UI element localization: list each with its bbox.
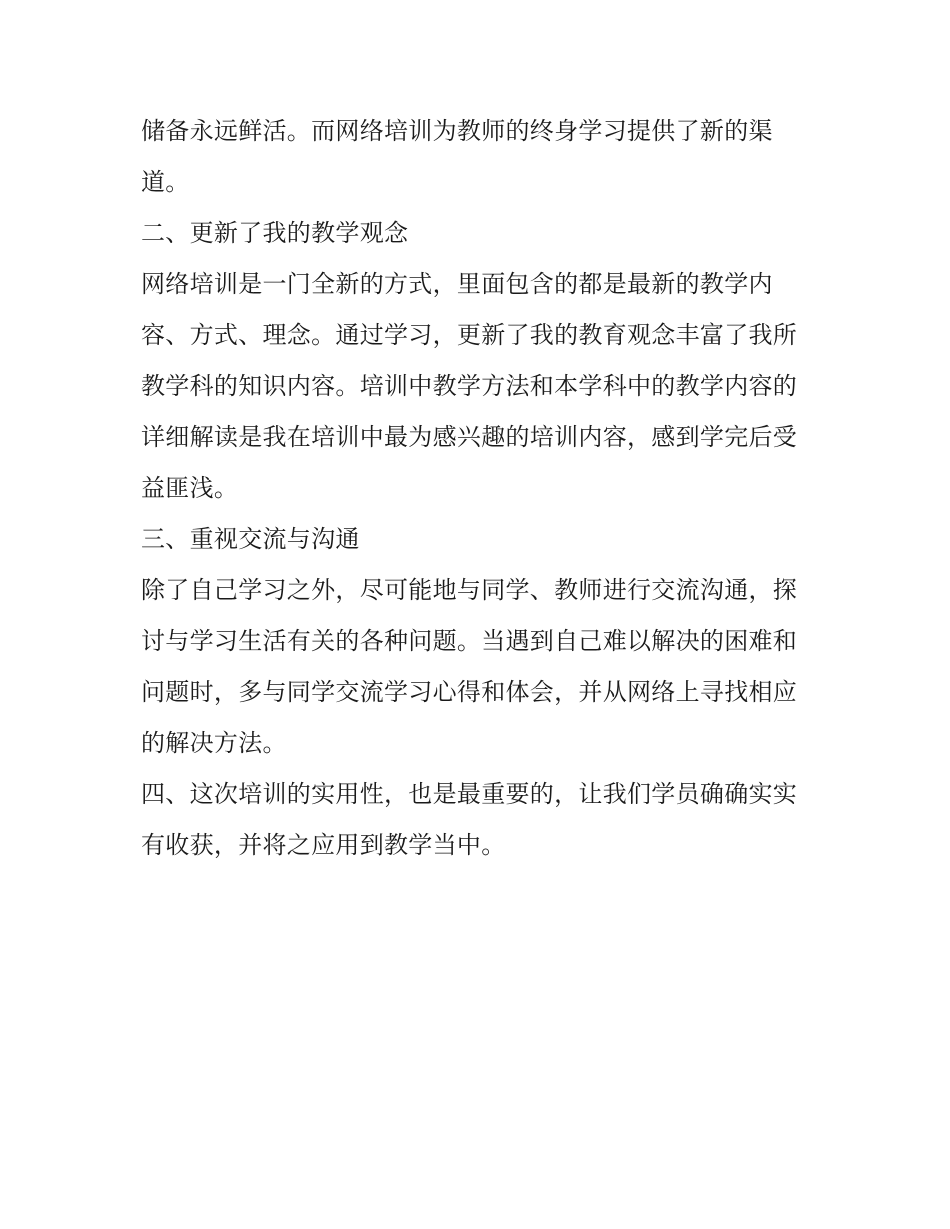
text-line: 容、方式、理念。通过学习，更新了我的教育观念丰富了我所 [141, 321, 798, 349]
section-heading: 四、这次培训的实用性，也是最重要的，让我们学员确确实实 [141, 780, 798, 808]
text-line: 道。 [141, 168, 190, 196]
text-line: 网络培训是一门全新的方式，里面包含的都是最新的教学内 [141, 270, 773, 298]
text-line: 益匪浅。 [141, 474, 239, 502]
text-line: 详细解读是我在培训中最为感兴趣的培训内容，感到学完后受 [141, 423, 798, 451]
text-line: 有收获，并将之应用到教学当中。 [141, 831, 506, 859]
text-line: 讨与学习生活有关的各种问题。当遇到自己难以解决的困难和 [141, 627, 798, 655]
section-heading: 三、重视交流与沟通 [141, 525, 360, 553]
text-line: 教学科的知识内容。培训中教学方法和本学科中的教学内容的 [141, 372, 798, 400]
text-line: 除了自己学习之外，尽可能地与同学、教师进行交流沟通，探 [141, 576, 798, 604]
section-heading: 二、更新了我的教学观念 [141, 219, 409, 247]
text-line: 的解决方法。 [141, 729, 287, 757]
text-line: 问题时，多与同学交流学习心得和体会，并从网络上寻找相应 [141, 678, 798, 706]
text-line: 储备永远鲜活。而网络培训为教师的终身学习提供了新的渠 [141, 117, 773, 145]
document-body [141, 106, 821, 871]
